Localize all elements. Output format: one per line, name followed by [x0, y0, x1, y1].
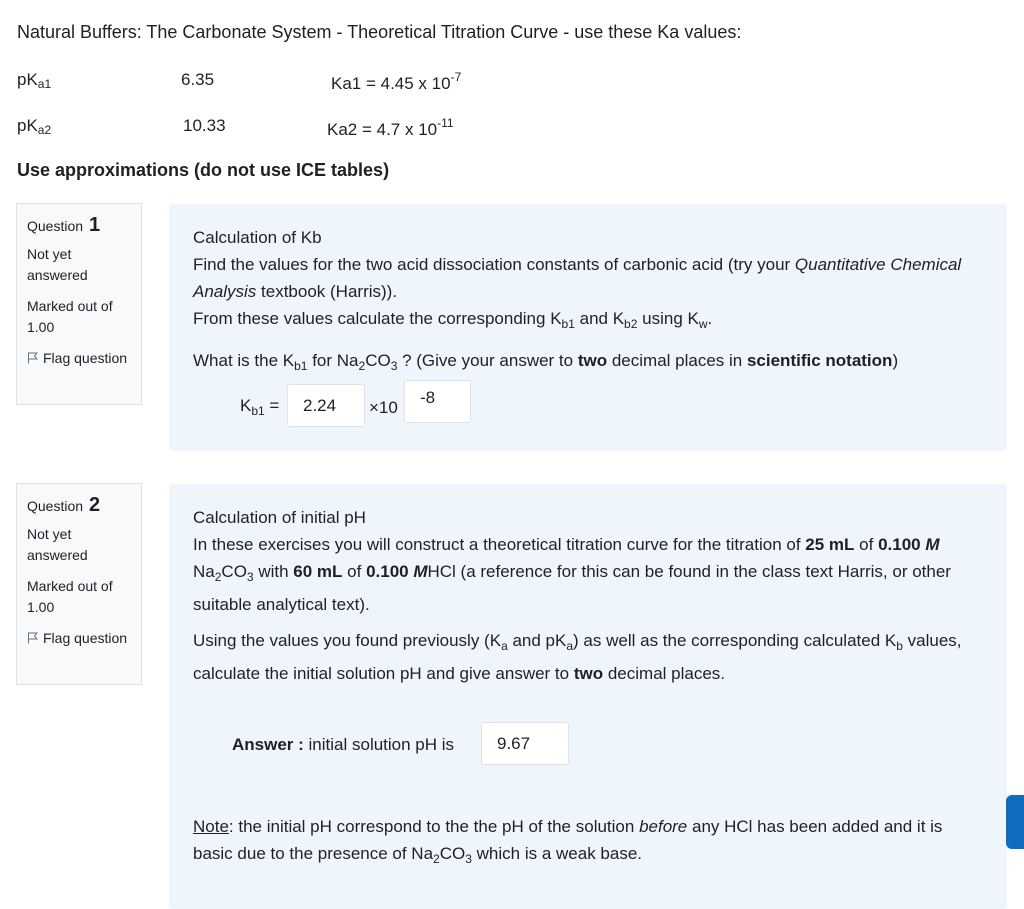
question-number: Question 2 — [27, 494, 101, 516]
question-state: Not yet answered — [27, 526, 88, 563]
question-number: Question 1 — [27, 214, 101, 236]
page-title: Natural Buffers: The Carbonate System - Theoretical Titration Curve - use these Ka values: — [17, 22, 742, 42]
flag-question-button[interactable]: Flag question — [27, 628, 131, 649]
pka2-label: $pK_{a2}$ — [17, 116, 52, 137]
question-grade: Marked out of 1.00 — [27, 298, 113, 335]
question-text: Find the values for the two acid dissociation constants of carbonic acid (try your Quantitative Chemical Analysis textbook (Harris)). From these values calculate the corresponding $K_{b1}$ and $K_{b2}$ using $K_w$. — [193, 255, 962, 331]
approximation-note: Use approximations (do not use ICE tables) — [17, 160, 390, 180]
ka2-value: Ka2 = 4.7 x $10^{-11}$ — [327, 116, 454, 139]
question-text: In these exercises you will construct a theoretical titration curve for the titration of 25 mL of 0.100 M $Na_2CO_3$ with 60 mL of 0.100 MHCl (a reference for this can be found in the class text Harris, or other suitable analytical text). — [193, 535, 951, 614]
question-info-1 — [16, 203, 142, 405]
question-content-2 — [169, 484, 1007, 909]
flag-icon — [27, 632, 39, 644]
question-note: Note: the initial pH correspond to the the pH of the solution before any HCl has been added and it is basic due to the presence of $Na_2CO_3$ which is a weak base. — [193, 817, 943, 866]
ka1-value: Ka1 = 4.45 x $10^{-7}$ — [331, 70, 462, 93]
times-ten-label: ×10 — [369, 398, 398, 417]
kb1-coefficient-input[interactable]: 2.24 — [287, 384, 365, 427]
kb1-exponent-input[interactable]: -8 — [404, 380, 471, 423]
ph-answer-input[interactable]: 9.67 — [481, 722, 569, 765]
pka2-value: 10.33 — [183, 116, 226, 135]
question-state: Not yet answered — [27, 246, 88, 283]
question-grade: Marked out of 1.00 — [27, 578, 113, 615]
ph-answer-label: Answer : initial solution pH is — [232, 735, 455, 754]
kb1-answer-label: $K_{b1}$ = — [240, 396, 280, 418]
flag-question-button[interactable]: Flag question — [27, 348, 131, 369]
flag-icon — [27, 352, 39, 364]
question-prompt: Using the values you found previously ($K_a$ and $pK_a$) as well as the corresponding calculated $K_b$ values, calculate the initial solution pH and give answer to two decimal places. — [193, 631, 962, 683]
pka1-label: $pK_{a1}$ — [17, 70, 52, 91]
question-info-2 — [16, 483, 142, 685]
drawer-toggle-tab[interactable] — [1006, 795, 1024, 849]
question-title: Calculation of initial pH — [193, 508, 366, 527]
question-prompt: What is the $K_{b1}$ for $Na_2CO_3$ ? (Give your answer to two decimal places in scientific notation) — [193, 351, 899, 373]
pka1-value: 6.35 — [181, 70, 215, 89]
question-title: Calculation of Kb — [193, 228, 322, 247]
question-content-1 — [169, 204, 1007, 451]
